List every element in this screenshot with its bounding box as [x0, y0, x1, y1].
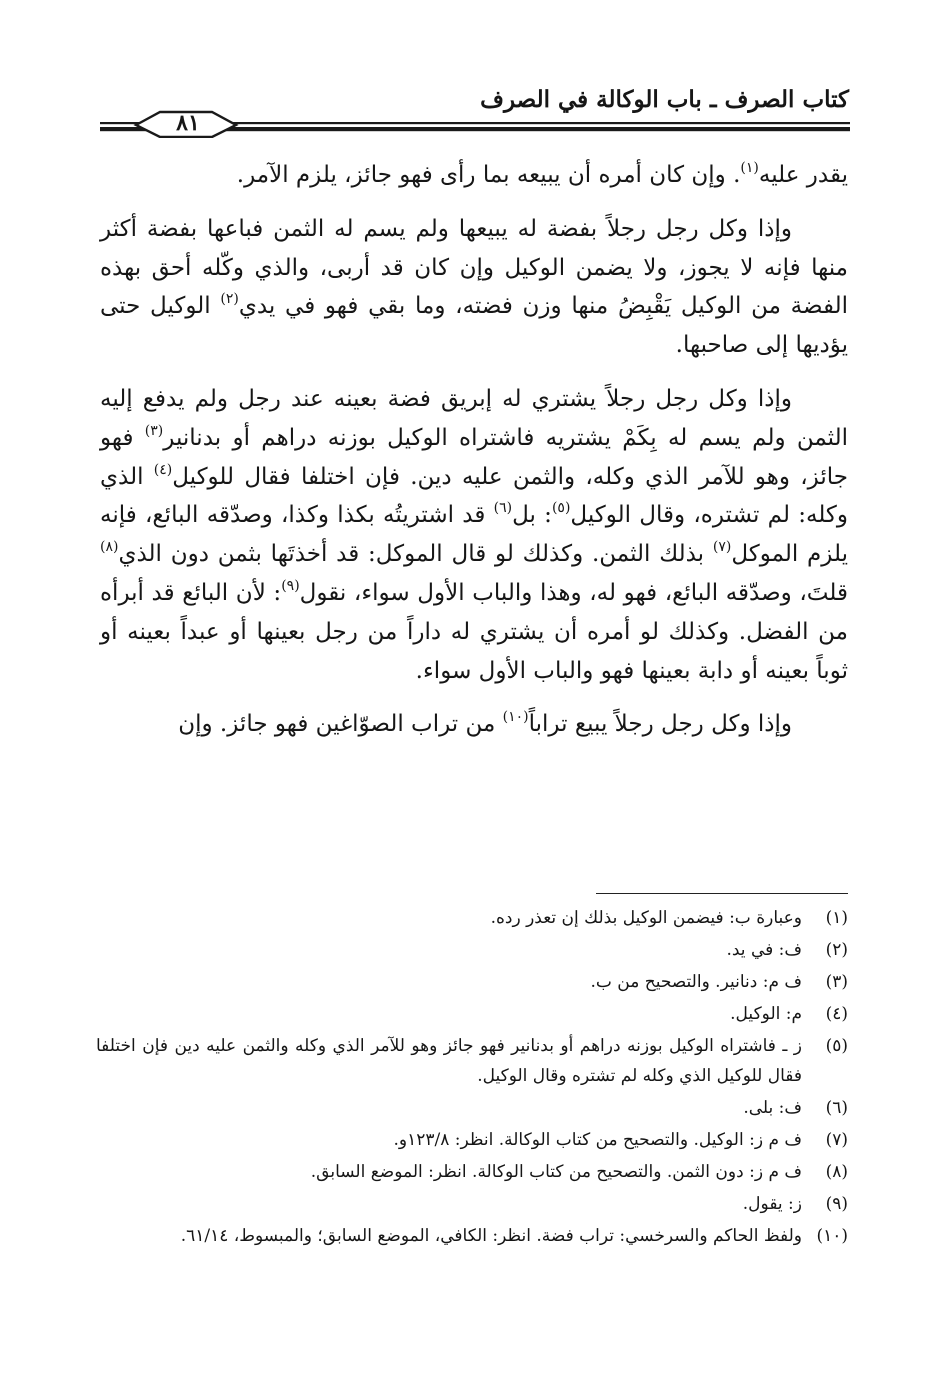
text-run: الوكيل حتى يؤديها إلى صاحبها. [100, 293, 848, 359]
footnote-text: ف م: دنانير. والتصحيح من ب. [590, 972, 802, 992]
text-run: من تراب الصوّاغين فهو جائز. وإن [178, 711, 503, 738]
footnote-text: ز: يقول. [742, 1193, 802, 1214]
footnote-ref-6: (٦) [493, 500, 513, 517]
footnote-number: (٤) [825, 1004, 848, 1024]
footnote [96, 904, 848, 934]
footnotes [96, 904, 848, 1254]
footnote [96, 1158, 848, 1188]
text-run: وإذا وكل رجل رجلاً يشتري له إبريق فضة بعينه عند رجل ولم يدفع إليه الثمن ولم يسم له بِكَمْ يشتريه فاشتراه الوكيل بوزنه دراهم أو بدنانير [100, 385, 848, 451]
footnote [96, 1126, 848, 1156]
footnote-ref-7: (٧) [712, 539, 732, 556]
footnote [96, 1094, 848, 1124]
paragraph-2 [100, 210, 848, 365]
footnote-ref-4: (٤) [153, 461, 173, 478]
footnote-ref-1: (١) [740, 160, 759, 176]
footnote-text: م: الوكيل. [730, 1004, 802, 1024]
page-number: ٨١ [176, 110, 200, 136]
footnote [96, 1032, 848, 1091]
footnote-ref-8: (٨) [100, 539, 119, 556]
footnote-number: (١٠) [816, 1225, 848, 1246]
main-text [100, 156, 848, 744]
footnote-text: ز ـ فاشتراه الوكيل بوزنه دراهم أو بدنانير فهو جائز وهو للآمر الذي وكله والثمن عليه دين فإن اختلفا فقال للوكيل الذي وكله لم تشتره وقال الوكيل. [96, 1036, 802, 1086]
footnote-ref-5: (٥) [551, 500, 571, 517]
text-run: . وإن كان أمره أن يبيعه بما رأى فهو جائز، يلزم الآمر. [236, 162, 741, 188]
footnote-separator [596, 893, 848, 894]
text-run: قلتَ، وصدّقه البائع، فهو له، وهذا والباب الأول سواء، نقول [299, 579, 848, 606]
footnote-ref-9: (٩) [281, 577, 300, 594]
footnote-number: (٨) [825, 1161, 848, 1182]
text-run: بذلك الثمن. وكذلك لو قال الموكل: قد أخذتَها بثمن دون الذي [118, 541, 713, 568]
footnote [96, 936, 848, 966]
text-run: : بل [512, 502, 552, 529]
footnote-number: (٥) [825, 1036, 848, 1056]
text-run: فهو جائز، وهو للآمر الذي وكله، والثمن عليه دين. فإن اختلفا فقال للوكيل [100, 424, 848, 490]
footnote-text: ف م ز: الوكيل. والتصحيح من كتاب الوكالة. انظر: ١٢٣/٨و. [393, 1129, 802, 1150]
footnote-number: (٢) [825, 940, 848, 960]
paragraph-3 [100, 380, 848, 690]
text-run: قد اشتريتُه بكذا وكذا، وصدّقه البائع، فإنه يلزم الموكل [100, 502, 849, 568]
text-run: وإذا وكل رجل رجلاً يبيع تراباً [528, 711, 792, 738]
footnote-ref-10: (١٠) [502, 709, 529, 726]
footnote [96, 968, 848, 998]
footnote-text: ولفظ الحاكم والسرخسي: تراب فضة. انظر: الكافي، الموضع السابق؛ والمبسوط، ٦١/١٤. [180, 1225, 802, 1246]
paragraph-1 [100, 156, 848, 195]
footnote-ref-3: (٣) [144, 422, 164, 439]
paragraph-4 [100, 705, 848, 744]
footnote [96, 1190, 848, 1220]
footnote-number: (٣) [825, 972, 848, 992]
footnote-number: (١) [825, 908, 848, 928]
footnote-text: وعبارة ب: فيضمن الوكيل بذلك إن تعذر رده. [490, 908, 802, 928]
footnote-text: ف: في يد. [726, 940, 802, 960]
text-run: وإذا وكل رجل رجلاً بفضة له يبيعها ولم يسم له الثمن فباعها بفضة أكثر منها فإنه لا يجوز، ولا يضمن الوكيل وإن كان قد أربى، والذي وكّله أحق بهذه الفضة من الوكيل يَقْبِضُ منها وزن فضته، وما بقي فهو في يدي [100, 215, 848, 320]
text-run: الذي وكله: لم تشتره، وقال الوكيل [100, 463, 848, 529]
footnote-text: ف: بلى. [743, 1097, 802, 1118]
text-run: يقدر عليه [758, 162, 848, 188]
footnote-number: (٦) [825, 1097, 848, 1118]
footnote [96, 1222, 848, 1252]
footnote-number: (٩) [825, 1193, 848, 1214]
footnote [96, 1000, 848, 1030]
footnote-number: (٧) [825, 1129, 848, 1150]
footnote-text: ف م ز: دون الثمن. والتصحيح من كتاب الوكالة. انظر: الموضع السابق. [310, 1161, 802, 1182]
footnote-ref-2: (٢) [220, 291, 239, 308]
running-title: كتاب الصرف ـ باب الوكالة في الصرف [480, 86, 849, 113]
text-run: : لأن البائع قد أبرأه من الفضل. وكذلك لو أمره أن يشتري له داراً من رجل بعينها أو عبداً بعينه أو ثوباً بعينه أو دابة بعينها فهو والباب الأول سواء. [100, 579, 848, 684]
